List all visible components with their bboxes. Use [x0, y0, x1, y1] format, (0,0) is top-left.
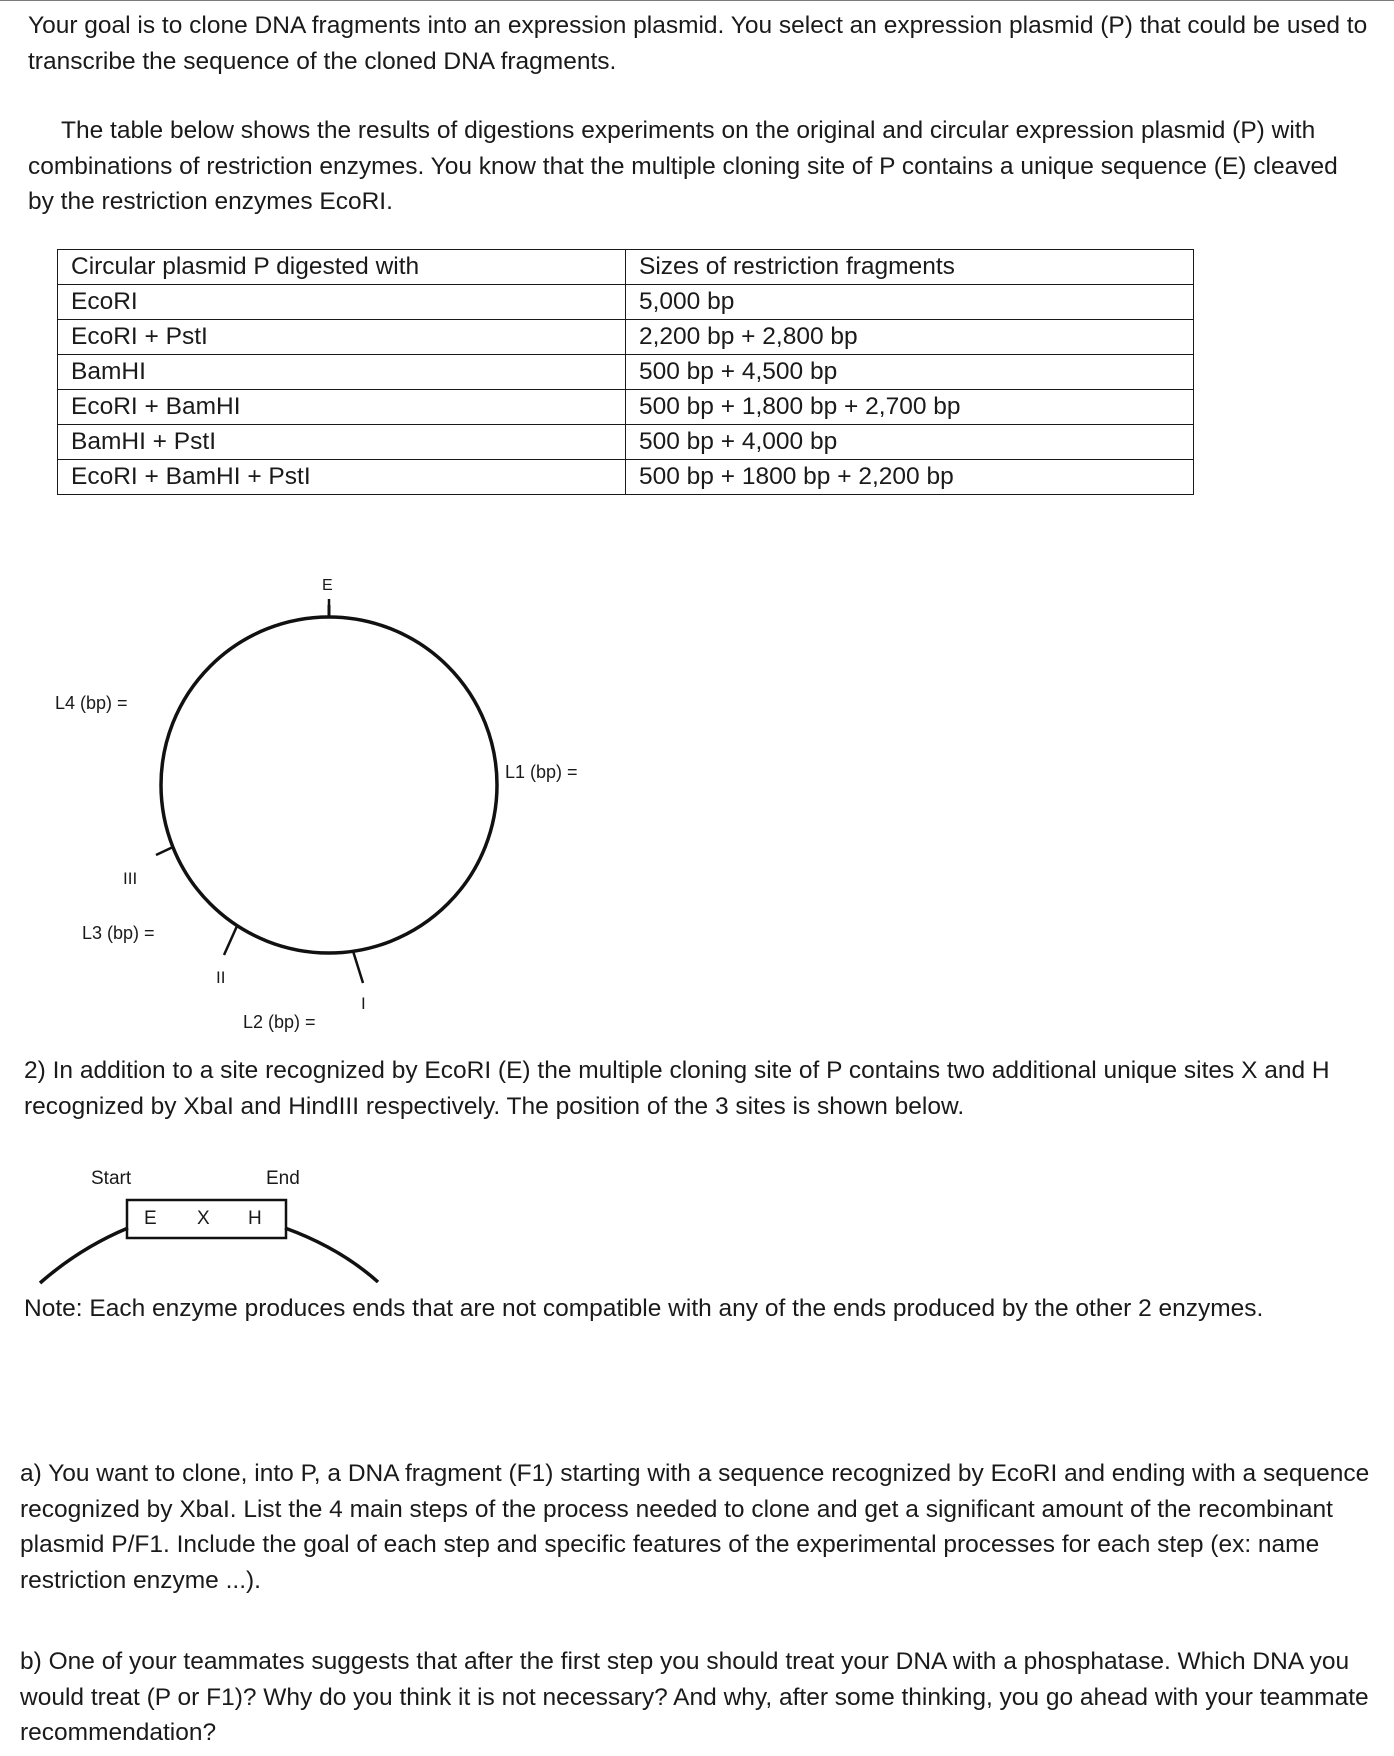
header-cell-sizes: Sizes of restriction fragments [626, 250, 1194, 285]
note-paragraph: Note: Each enzyme produces ends that are not compatible with any of the ends produced by the other 2 enzymes. [24, 1295, 1264, 1322]
digestion-table [57, 249, 1194, 495]
fragment-sizes-cell: 2,200 bp + 2,800 bp [626, 320, 1194, 355]
table-intro-paragraph [28, 113, 1368, 220]
l1-label: L1 (bp) = [505, 762, 578, 782]
intro-paragraph: Your goal is to clone DNA fragments into an expression plasmid. You select an expression plasmid (P) that could be used to transcribe the sequence of the cloned DNA fragments. [28, 12, 1368, 75]
mcs-start-label: Start [91, 1168, 132, 1189]
question-2: 2) In addition to a site recognized by EcoRI (E) the multiple cloning site of P contains two additional unique sites X and H recognized by XbaI and HindIII respectively. The position of the 3 sites is shown below. [24, 1057, 1330, 1120]
table-row [58, 425, 1194, 460]
table-row [58, 285, 1194, 320]
question-b: b) One of your teammates suggests that after the first step you should treat your DNA with a phosphatase. Which DNA you would treat (P or F1)? Why do you think it is not necessary? And why, after some thinking, you go ahead with your teammate recommendation? [20, 1648, 1369, 1746]
fragment-sizes-cell: 500 bp + 1800 bp + 2,200 bp [626, 460, 1194, 495]
fragment-sizes-cell: 500 bp + 4,500 bp [626, 355, 1194, 390]
question-a: a) You want to clone, into P, a DNA fragment (F1) starting with a sequence recognized by EcoRI and ending with a sequence recognized by XbaI. List the 4 main steps of the process needed to clone and get a significant amount of the recombinant plasmid P/F1. Include the goal of each step and specific features of the experimental processes for each step (ex: name restriction enzyme ...). [20, 1460, 1370, 1594]
site-i-label: I [361, 994, 366, 1013]
header-cell-digest: Circular plasmid P digested with [58, 250, 626, 285]
l4-label: L4 (bp) = [55, 693, 128, 713]
enzyme-cell: EcoRI [58, 285, 626, 320]
mcs-end-label: End [266, 1168, 300, 1189]
enzyme-cell: BamHI [58, 355, 626, 390]
enzyme-cell: EcoRI + BamHI [58, 390, 626, 425]
table-row [58, 390, 1194, 425]
fragment-sizes-cell: 500 bp + 1,800 bp + 2,700 bp [626, 390, 1194, 425]
table-row [58, 320, 1194, 355]
mcs-right-arc [285, 1228, 378, 1282]
mcs-site-h: H [248, 1208, 262, 1229]
site-i-tick [353, 951, 363, 983]
site-iii-label: III [123, 869, 138, 888]
enzyme-cell: EcoRI + BamHI + PstI [58, 460, 626, 495]
plasmid-circle [161, 617, 497, 953]
fragment-sizes-cell: 500 bp + 4,000 bp [626, 425, 1194, 460]
site-ii-tick [224, 926, 237, 955]
site-ii-label: II [216, 968, 226, 987]
top-rule [0, 0, 1394, 1]
table-intro-text: The table below shows the results of digestions experiments on the original and circular expression plasmid (P) with combinations of restriction enzymes. You know that the multiple cloning site of P contains a unique sequence (E) cleaved by the restriction enzymes EcoRI. [28, 117, 1338, 215]
table-row [58, 460, 1194, 495]
enzyme-cell: EcoRI + PstI [58, 320, 626, 355]
mcs-site-e: E [144, 1208, 157, 1229]
site-iii-tick [156, 847, 173, 855]
mcs-left-arc [40, 1228, 128, 1283]
enzyme-cell: BamHI + PstI [58, 425, 626, 460]
l2-label: L2 (bp) = [243, 1012, 316, 1032]
l3-label: L3 (bp) = [82, 923, 155, 943]
fragment-sizes-cell: 5,000 bp [626, 285, 1194, 320]
mcs-site-x: X [197, 1208, 210, 1229]
table-row [58, 355, 1194, 390]
site-e-label: E [322, 577, 333, 594]
table-header-row [58, 250, 1194, 285]
